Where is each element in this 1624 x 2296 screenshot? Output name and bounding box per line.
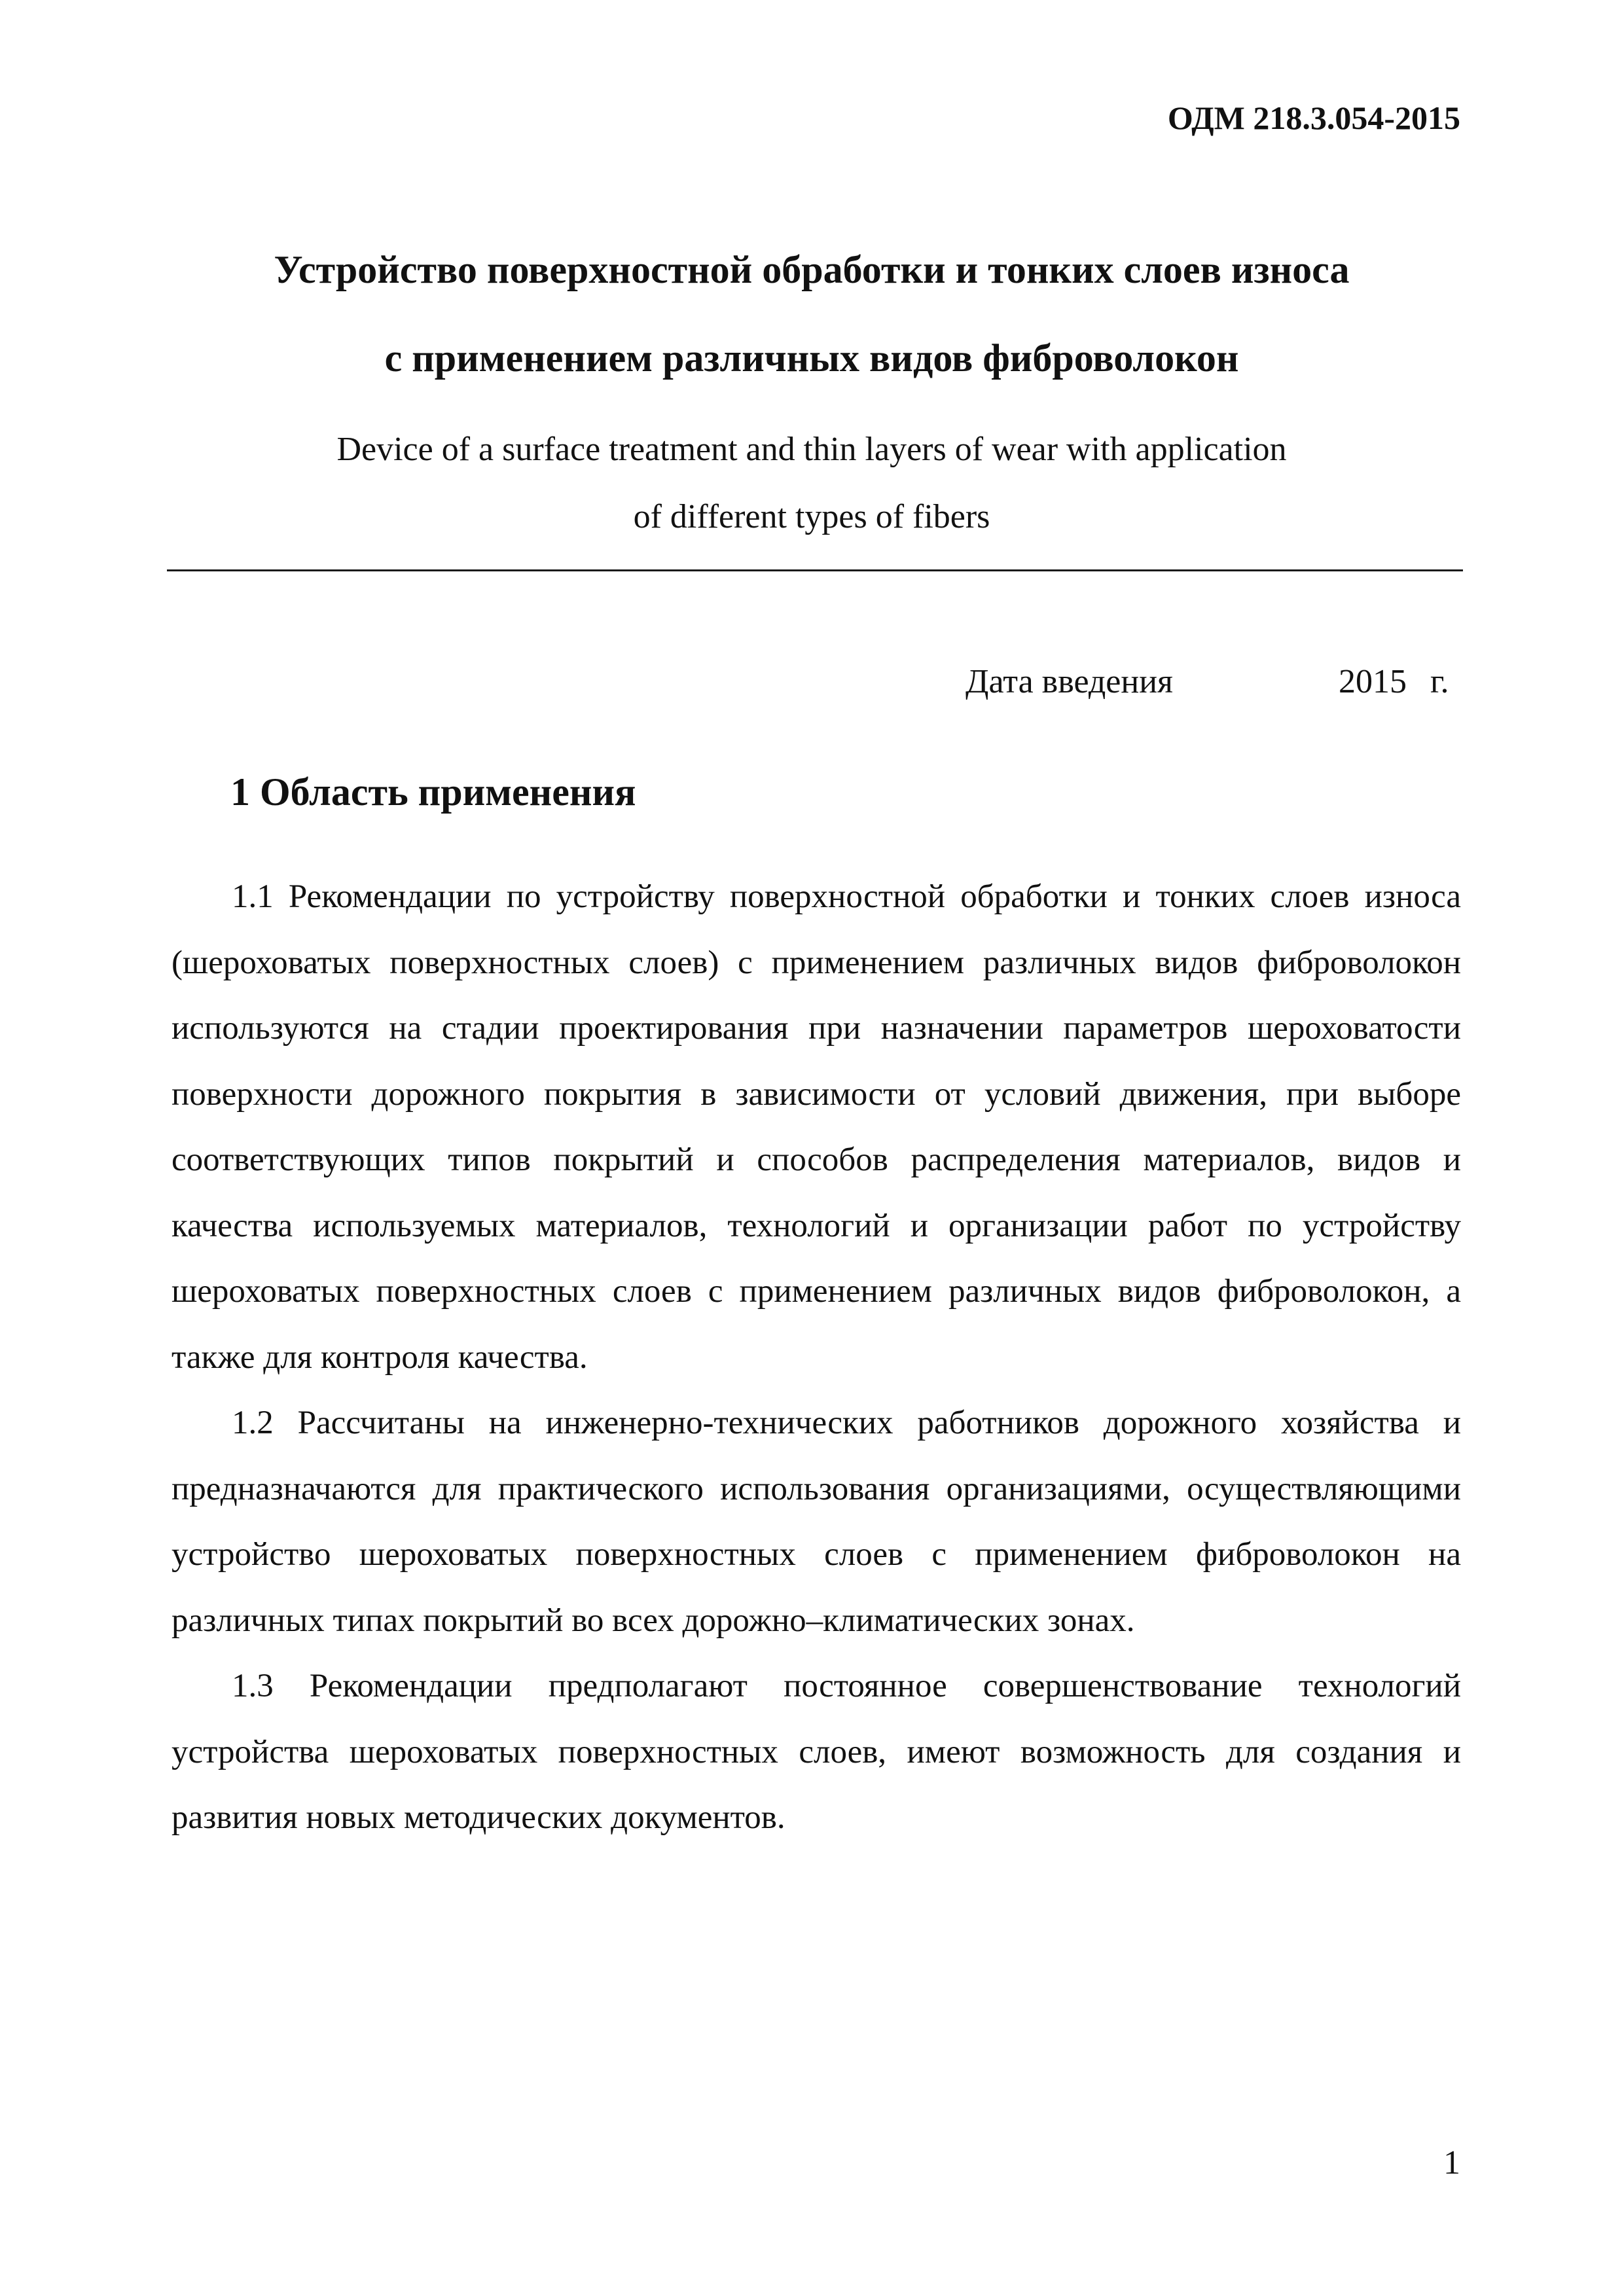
intro-date-year: 2015: [1339, 663, 1407, 700]
document-title: [164, 226, 1460, 403]
introduction-date: [965, 662, 1463, 702]
intro-date-unit: г.: [1430, 663, 1449, 700]
document-subtitle-english: [164, 416, 1460, 550]
section-body: [171, 864, 1461, 1851]
intro-date-label: Дата введения: [965, 663, 1173, 700]
page-number: 1: [1443, 2144, 1460, 2181]
paragraph-1-3: 1.3 Рекомендации предполагают постоянное совершенствование технологий устройства шероховатых поверхностных слоев, имеют возможность для создания и развития новых методических документов.: [171, 1668, 1461, 1836]
title-line-2: с применением различных видов фиброволокон: [384, 336, 1239, 380]
title-line-1: Устройство поверхностной обработки и тонких слоев износа: [274, 248, 1350, 291]
paragraph-1-2: 1.2 Рассчитаны на инженерно-технических работников дорожного хозяйства и предназначаются для практического использования организациями, осуществляющими устройство шероховатых поверхностных слоев с применением фиброволокон на различных типах покрытий во всех дорожно–климатических зонах.: [171, 1405, 1461, 1639]
subtitle-line-1: Device of a surface treatment and thin layers of wear with application: [336, 431, 1287, 468]
subtitle-line-2: of different types of fibers: [633, 498, 990, 535]
paragraph-1-1: 1.1 Рекомендации по устройству поверхностной обработки и тонких слоев износа (шероховатых поверхностных слоев) с применением различных видов фиброволокон используются на стадии проектирования при назначении параметров шероховатости поверхности дорожного покрытия в зависимости от условий движения, при выборе соответствующих типов покрытий и способов распределения материалов, видов и качества используемых материалов, технологий и организации работ по устройству шероховатых поверхностных слоев с применением различных видов фиброволокон, а также для контроля качества.: [171, 878, 1461, 1376]
title-divider: [167, 569, 1463, 571]
section-heading: 1 Область применения: [230, 770, 636, 814]
document-code: ОДМ 218.3.054-2015: [1167, 99, 1460, 136]
